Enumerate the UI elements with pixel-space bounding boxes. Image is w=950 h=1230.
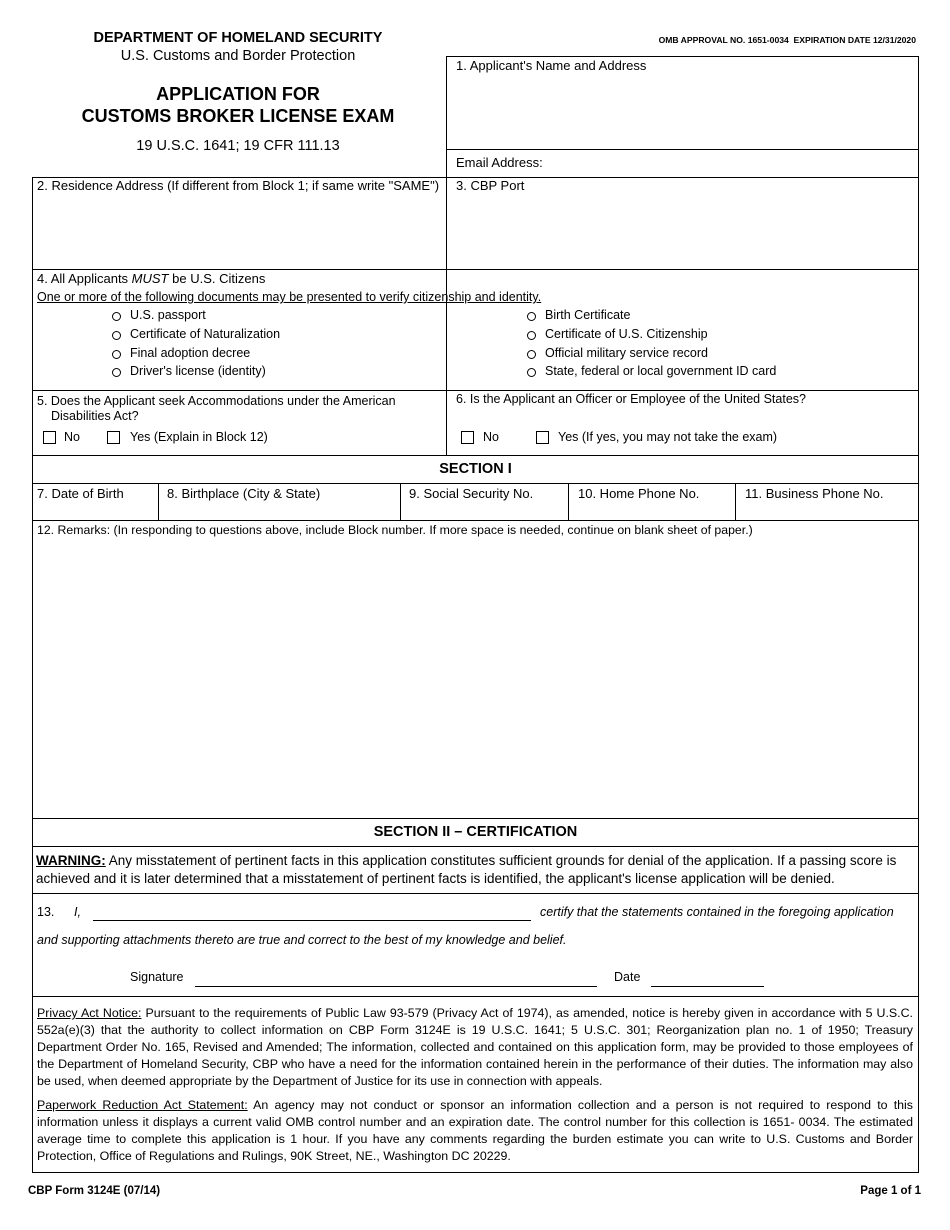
omb-approval: OMB APPROVAL NO. 1651-0034 EXPIRATION DATE 12/31/2020 bbox=[658, 35, 916, 45]
section2-title: SECTION II – CERTIFICATION bbox=[373, 824, 578, 840]
block5-no-label: No bbox=[64, 430, 80, 444]
block6-no-label: No bbox=[483, 430, 499, 444]
form-identifier: CBP Form 3124E (07/14) bbox=[28, 1185, 161, 1197]
sub-agency-name: U.S. Customs and Border Protection bbox=[120, 48, 356, 64]
legal-authority: 19 U.S.C. 1641; 19 CFR 111.13 bbox=[136, 138, 340, 154]
privacy-act-notice: Privacy Act Notice: Pursuant to the requirements of Public Law 93-579 (Privacy Act of 1974), as amended, notice is hereby given in accordance with 5 U.S.C. 552a(e)(3) that the authority to collect information on CBP Form 3124E is 19 U.S.C. 1641; 5 U.S.C. 301; Reorganization plan no. 1 of 1950; Treasury Department Order No. 165, Revised and Amended; The information, collected and contained on this application form, may be provided to those employees of the Department of Homeland Security, CBP who have a need for the information contained herein in the performance of their duties. The information may also be used, when deemed appropriate by the Department of Justice for its use in connection with appeals. bbox=[37, 1006, 914, 1088]
block4-label-emphasis: MUST bbox=[131, 271, 169, 286]
block6-yes-label: Yes (If yes, you may not take the exam) bbox=[558, 430, 778, 444]
block4-label-suffix: be U.S. Citizens bbox=[168, 271, 266, 286]
doc-birth-certificate: Birth Certificate bbox=[545, 308, 631, 322]
signature-label: Signature bbox=[130, 970, 184, 984]
date-label: Date bbox=[614, 970, 641, 984]
remarks-label: 12. Remarks: (In responding to questions above, include Block number. If more space is needed, continue on blank sheet of paper.) bbox=[37, 523, 753, 537]
page-number: Page 1 of 1 bbox=[860, 1185, 921, 1197]
form-title-line1: APPLICATION FOR bbox=[156, 84, 320, 104]
doc-military-record: Official military service record bbox=[545, 346, 709, 360]
radio-us-passport[interactable] bbox=[112, 312, 121, 321]
radio-adoption-decree[interactable] bbox=[112, 350, 121, 359]
warning-text: WARNING: Any misstatement of pertinent facts in this application constitutes sufficient grounds for denial of the application. If a passing score is achieved and it is later determined that a misstatement of pertinent facts is identified, the applicant's license application will be denied. bbox=[36, 853, 897, 886]
block5-yes-label: Yes (Explain in Block 12) bbox=[130, 430, 268, 444]
radio-naturalization[interactable] bbox=[112, 331, 121, 340]
email-field[interactable] bbox=[548, 152, 912, 174]
radio-birth-certificate[interactable] bbox=[527, 312, 536, 321]
doc-naturalization: Certificate of Naturalization bbox=[130, 327, 281, 341]
cbp-port-field[interactable] bbox=[456, 196, 911, 266]
doc-adoption-decree: Final adoption decree bbox=[130, 346, 251, 360]
block5-label-line2: Disabilities Act? bbox=[51, 409, 139, 423]
warning-label: WARNING: bbox=[36, 853, 106, 868]
block6-no-checkbox[interactable] bbox=[461, 431, 474, 444]
signature-line[interactable] bbox=[195, 986, 597, 987]
block5-label-line1: 5. Does the Applicant seek Accommodations under the American bbox=[37, 394, 396, 408]
block4-instruction: One or more of the following documents may be presented to verify citizenship and identity. bbox=[37, 290, 542, 304]
block6-yes-checkbox[interactable] bbox=[536, 431, 549, 444]
radio-government-id[interactable] bbox=[527, 368, 536, 377]
privacy-label: Privacy Act Notice: bbox=[37, 1006, 142, 1020]
date-of-birth-label: 7. Date of Birth bbox=[37, 486, 124, 501]
date-line[interactable] bbox=[651, 986, 764, 987]
block4-label bbox=[37, 271, 265, 286]
block4-label-prefix: 4. All Applicants bbox=[37, 271, 132, 286]
applicant-name-address-field[interactable] bbox=[456, 76, 911, 146]
birthplace-label: 8. Birthplace (City & State) bbox=[167, 486, 321, 501]
doc-us-passport: U.S. passport bbox=[130, 308, 206, 322]
doc-government-id: State, federal or local government ID card bbox=[545, 364, 777, 378]
residence-address-field[interactable] bbox=[37, 196, 441, 266]
block5-no-checkbox[interactable] bbox=[43, 431, 56, 444]
block13-certify: certify that the statements contained in the foregoing application bbox=[540, 905, 894, 919]
remarks-field[interactable] bbox=[37, 542, 912, 814]
email-label: Email Address: bbox=[456, 155, 543, 170]
section1-title: SECTION I bbox=[439, 461, 512, 477]
radio-military-record[interactable] bbox=[527, 350, 536, 359]
agency-name: DEPARTMENT OF HOMELAND SECURITY bbox=[93, 30, 383, 46]
applicant-name-line[interactable] bbox=[93, 920, 531, 921]
block5-yes-checkbox[interactable] bbox=[107, 431, 120, 444]
block13-continuation: and supporting attachments thereto are true and correct to the best of my knowledge and belief. bbox=[37, 933, 567, 947]
block6-label: 6. Is the Applicant an Officer or Employee of the United States? bbox=[456, 392, 806, 406]
block2-label: 2. Residence Address (If different from Block 1; if same write "SAME") bbox=[37, 178, 440, 193]
form-title-line2: CUSTOMS BROKER LICENSE EXAM bbox=[81, 106, 395, 126]
home-phone-label: 10. Home Phone No. bbox=[578, 486, 700, 501]
radio-drivers-license[interactable] bbox=[112, 368, 121, 377]
ssn-label: 9. Social Security No. bbox=[409, 486, 534, 501]
doc-drivers-license: Driver's license (identity) bbox=[130, 364, 266, 378]
block1-label: 1. Applicant's Name and Address bbox=[456, 58, 647, 73]
block3-label: 3. CBP Port bbox=[456, 178, 525, 193]
block13-number: 13. bbox=[37, 905, 55, 919]
paperwork-label: Paperwork Reduction Act Statement: bbox=[37, 1098, 248, 1112]
doc-citizenship-certificate: Certificate of U.S. Citizenship bbox=[545, 327, 708, 341]
paperwork-reduction-statement: Paperwork Reduction Act Statement: An agency may not conduct or sponsor an information collection and a person is not required to respond to this information unless it displays a current valid OMB control number and an expiration date. The control number for this collection is 1651- 0034. The estimated average time to complete this application is 1 hour. If you have any comments regarding the burden estimate you can write to U.S. Customs and Border Protection, Office of Regulations and Rulings, 90K Street, NE., Washington DC 20229. bbox=[37, 1098, 913, 1163]
business-phone-label: 11. Business Phone No. bbox=[745, 486, 884, 501]
radio-citizenship-certificate[interactable] bbox=[527, 331, 536, 340]
block13-i: I, bbox=[74, 905, 81, 919]
